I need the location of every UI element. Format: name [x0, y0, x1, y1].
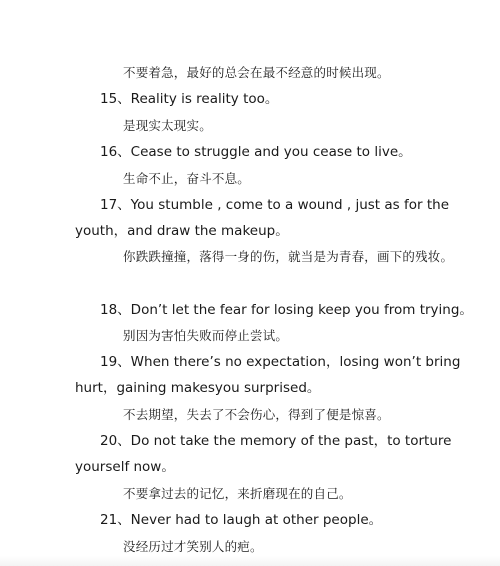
quote-17-english-line1: 17、You stumble , come to a wound , just as for the [100, 197, 449, 213]
quote-19-translation: 不去期望，失去了不会伤心，得到了便是惊喜。 [123, 407, 390, 422]
quote-17-english-line2: youth，and draw the makeup。 [75, 223, 289, 239]
quote-16-translation: 生命不止，奋斗不息。 [123, 171, 251, 186]
quote-21-translation: 没经历过才笑别人的疤。 [123, 539, 263, 554]
quote-15-english: 15、Reality is reality too。 [100, 91, 279, 107]
quote-20-english-line2: yourself now。 [75, 459, 175, 475]
quote-20-translation: 不要拿过去的记忆，来折磨现在的自己。 [123, 486, 352, 501]
quote-17-translation: 你跌跌撞撞，落得一身的伤，就当是为青春，画下的残妆。 [123, 249, 454, 264]
quote-20-english-line1: 20、Do not take the memory of the past，to torture [100, 433, 452, 449]
quote-19-english-line2: hurt，gaining makesyou surprised。 [75, 380, 321, 396]
quote-15-translation: 是现实太现实。 [123, 118, 212, 133]
quote-21-english: 21、Never had to laugh at other people。 [100, 512, 383, 528]
quote-18-translation: 别因为害怕失败而停止尝试。 [123, 328, 289, 343]
quote-16-english: 16、Cease to struggle and you cease to live。 [100, 144, 412, 160]
bottom-cutoff-shadow [0, 556, 500, 566]
quote-18-english: 18、Don’t let the fear for losing keep you from trying。 [100, 302, 473, 318]
quote-19-english-line1: 19、When there’s no expectation，losing won’t bring [100, 354, 461, 370]
quote-14-translation: 不要着急，最好的总会在最不经意的时候出现。 [123, 65, 390, 80]
